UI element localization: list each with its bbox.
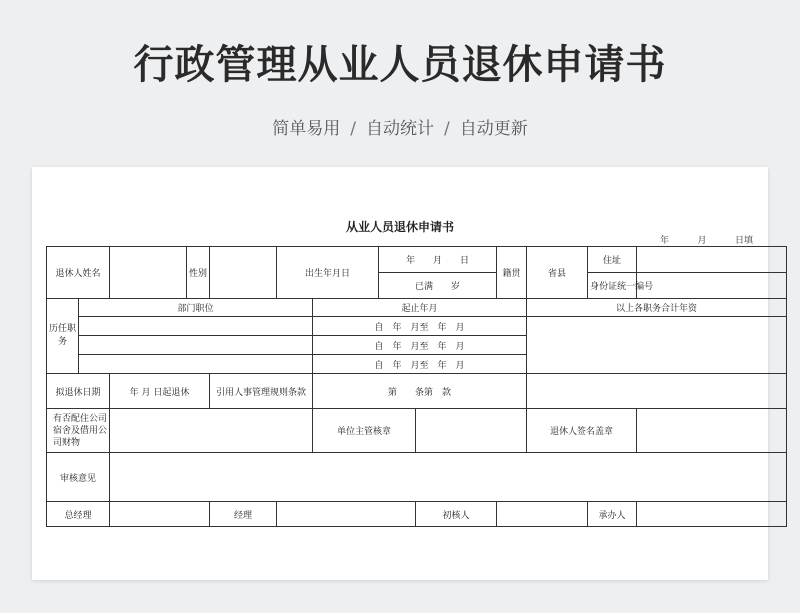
field-id-number[interactable] bbox=[637, 273, 787, 299]
field-period-2[interactable]: 自 年 月至 年 月 bbox=[313, 336, 527, 355]
label-id-number: 身份证统一编号 bbox=[588, 273, 637, 299]
document-title: 从业人员退休申请书 bbox=[345, 220, 454, 234]
field-address[interactable] bbox=[637, 247, 787, 273]
label-general-manager: 总经理 bbox=[47, 502, 110, 527]
retirement-form-table bbox=[46, 246, 787, 527]
field-dormitory[interactable] bbox=[110, 409, 313, 453]
label-first-reviewer: 初核人 bbox=[416, 502, 497, 527]
field-birth-date[interactable]: 年 月 日 bbox=[379, 247, 497, 273]
label-rules-cited: 引用人事管理规则条款 bbox=[210, 374, 313, 409]
field-retiree-sign[interactable] bbox=[637, 409, 787, 453]
field-first-reviewer[interactable] bbox=[497, 502, 588, 527]
field-unit-seal[interactable] bbox=[416, 409, 527, 453]
field-total-salary[interactable] bbox=[527, 317, 787, 374]
label-retiree-name: 退休人姓名 bbox=[47, 247, 110, 299]
separator: / bbox=[444, 119, 450, 139]
field-position-3[interactable] bbox=[79, 355, 313, 374]
field-period-1[interactable]: 自 年 月至 年 月 bbox=[313, 317, 527, 336]
field-full-age[interactable]: 已满 岁 bbox=[379, 273, 497, 299]
separator: / bbox=[350, 119, 356, 139]
date-month: 月 bbox=[697, 236, 707, 246]
date-day: 日填 bbox=[734, 236, 753, 246]
fill-date bbox=[660, 233, 753, 246]
label-total-salary: 以上各职务合计年资 bbox=[527, 299, 787, 317]
label-unit-seal: 单位主管核章 bbox=[313, 409, 416, 453]
feature-auto-update: 自动更新 bbox=[459, 119, 528, 139]
label-history-positions: 历任职务 bbox=[47, 299, 79, 374]
field-period-3[interactable]: 自 年 月至 年 月 bbox=[313, 355, 527, 374]
label-dormitory: 有否配住公司宿舍及借用公司财物 bbox=[47, 409, 110, 453]
field-manager[interactable] bbox=[277, 502, 416, 527]
field-retiree-name[interactable] bbox=[110, 247, 187, 299]
field-position-1[interactable] bbox=[79, 317, 313, 336]
label-manager: 经理 bbox=[210, 502, 277, 527]
field-gender[interactable] bbox=[210, 247, 277, 299]
field-general-manager[interactable] bbox=[110, 502, 210, 527]
label-department-position: 部门职位 bbox=[79, 299, 313, 317]
label-start-end: 起止年月 bbox=[313, 299, 527, 317]
field-province-county[interactable]: 省县 bbox=[527, 247, 588, 299]
feature-auto-stats: 自动统计 bbox=[366, 119, 434, 139]
label-retire-date: 拟退休日期 bbox=[47, 374, 110, 409]
label-native-place: 籍贯 bbox=[497, 247, 527, 299]
label-birth-date: 出生年月日 bbox=[277, 247, 379, 299]
field-handler[interactable] bbox=[637, 502, 787, 527]
label-gender: 性别 bbox=[187, 247, 210, 299]
label-review-opinion: 审核意见 bbox=[47, 453, 110, 502]
field-rules-extra[interactable] bbox=[527, 374, 787, 409]
date-year: 年 bbox=[660, 236, 670, 246]
label-handler: 承办人 bbox=[588, 502, 637, 527]
label-retiree-sign: 退休人签名盖章 bbox=[527, 409, 637, 453]
field-position-2[interactable] bbox=[79, 336, 313, 355]
label-address: 住址 bbox=[588, 247, 637, 273]
feature-tagline bbox=[0, 114, 800, 139]
page-title: 行政管理从业人员退休申请书 bbox=[133, 42, 667, 88]
field-article[interactable]: 第 条第 款 bbox=[313, 374, 527, 409]
feature-easy: 简单易用 bbox=[272, 119, 341, 139]
field-review-opinion[interactable] bbox=[110, 453, 787, 502]
field-retire-date[interactable]: 年 月 日起退休 bbox=[110, 374, 210, 409]
